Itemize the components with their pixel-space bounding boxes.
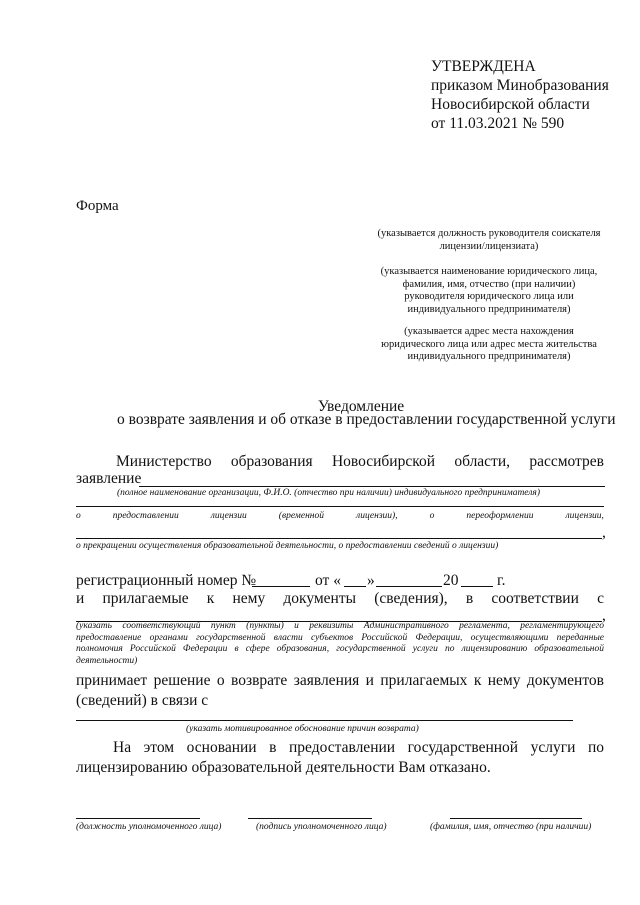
name-signature-line: [450, 818, 582, 819]
addressee-address-note: (указывается адрес места нахождения юридического лица или адрес места жительства индивидуального предпринимателя): [381, 326, 597, 362]
word: к: [206, 590, 215, 607]
approval-line-4: от 11.03.2021 № 590: [431, 115, 565, 132]
document-subtitle: о возврате заявления и об отказе в предоставлении государственной услуги: [117, 411, 616, 428]
addressee-position-note: (указывается должность руководителя соискателя лицензии/лицензиата): [377, 228, 601, 252]
month-line: [376, 586, 442, 587]
document-title: Уведомление: [317, 398, 405, 415]
decision-text: принимает решение о возврате заявления и прилагаемых к нему документов (сведений) в связи с: [76, 672, 604, 709]
day-line: [344, 586, 366, 587]
word: прилагаемые: [102, 590, 189, 607]
para1-first-line: [116, 453, 604, 471]
word: с: [597, 590, 604, 607]
note-word: лицензии,: [565, 511, 604, 521]
word: (сведения),: [374, 590, 448, 607]
note-word: о: [76, 511, 81, 521]
note-word: предоставлении: [112, 511, 179, 521]
word: области,: [454, 453, 511, 470]
word: в: [465, 590, 474, 607]
blank-line: [76, 506, 604, 507]
reason-line: [76, 720, 573, 721]
form-label: Форма: [76, 198, 119, 214]
note-word: (временной: [278, 511, 325, 521]
accordance-note: (указать соответствующий пункт (пункты) и реквизиты Административного регламента, регламентирующего предоставление органами государственной власти субъектов Российской Федерации, осуществляющими переданные полномочия Российской Федерации в сфере образования, государственной услуги по лицензированию образовательной деятельности): [76, 621, 604, 666]
year-prefix: 20: [443, 572, 459, 589]
reg-number-label: регистрационный номер №: [76, 572, 257, 589]
reason-note: (указать мотивированное обоснование причин возврата): [186, 724, 419, 734]
approval-line-2: приказом Минобразования: [431, 77, 609, 94]
note-word: о: [429, 511, 435, 521]
comma: ,: [602, 607, 606, 624]
note-word: лицензии),: [356, 511, 398, 521]
position-signature-note: (должность уполномоченного лица): [76, 822, 222, 832]
word: Министерство: [116, 453, 212, 470]
addressee-name-note: (указывается наименование юридического лица, фамилия, имя, отчество (при наличии) руководителя юридического лица или индивидуального предпринимателя): [380, 266, 598, 315]
attached-line: [76, 590, 604, 608]
comma: ,: [602, 524, 606, 541]
statement-label: заявление: [76, 470, 142, 487]
signature-line: [248, 818, 372, 819]
word: соответствии: [491, 590, 579, 607]
year-suffix: г.: [497, 572, 506, 589]
word: нему: [232, 590, 266, 607]
refusal-text: На этом основании в предоставлении государственной услуги по лицензированию образовательной деятельности Вам отказано.: [76, 739, 604, 776]
note-word: лицензии: [210, 511, 247, 521]
word: образования: [230, 453, 313, 470]
year-line: [461, 586, 493, 587]
reg-number-line: [252, 586, 310, 587]
approval-line-1: УТВЕРЖДЕНА: [431, 58, 536, 75]
name-signature-note: (фамилия, имя, отчество (при наличии): [430, 822, 592, 832]
approval-stamp: [431, 57, 609, 133]
word: рассмотрев: [529, 453, 604, 470]
about-note-line: [76, 511, 604, 521]
word: документы: [283, 590, 357, 607]
statement-field-line: [139, 486, 605, 487]
reg-from-label: от «: [315, 572, 341, 589]
reg-close-quote: »: [367, 572, 375, 589]
word: и: [76, 590, 85, 607]
word: Новосибирской: [331, 453, 436, 470]
note-word: переоформлении: [466, 511, 534, 521]
position-signature-line: [76, 818, 200, 819]
statement-note: (полное наименование организации, Ф.И.О. (отчество при наличии) индивидуального предпринимателя): [117, 488, 541, 498]
approval-line-3: Новосибирской области: [431, 96, 590, 113]
about-note: о прекращении осуществления образовательной деятельности, о предоставлении сведений о лицензии): [76, 541, 499, 551]
signature-note: (подпись уполномоченного лица): [256, 822, 387, 832]
blank-line: [76, 538, 602, 539]
